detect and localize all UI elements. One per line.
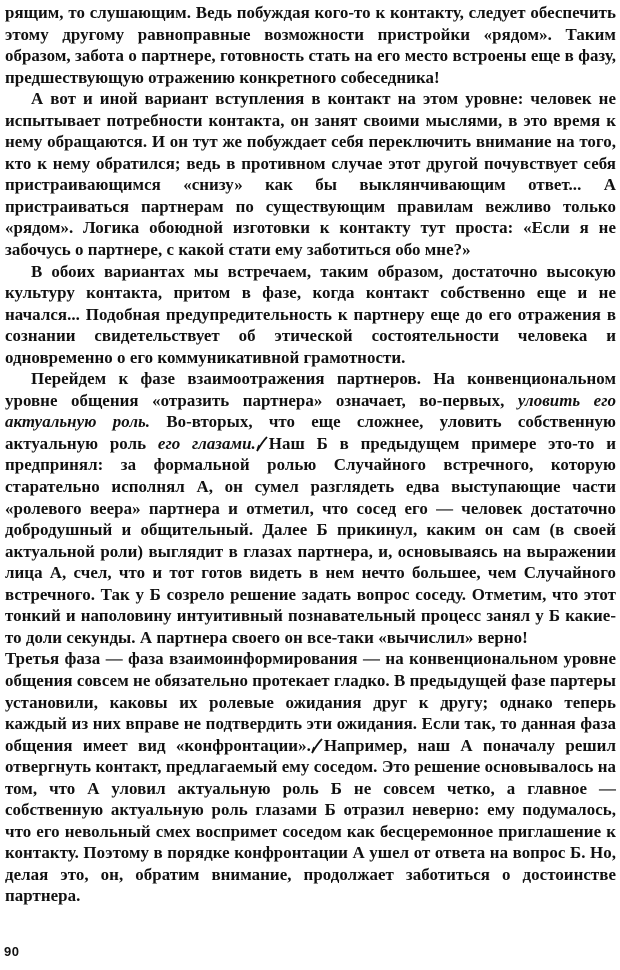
paragraph-5-part-a: Третья фаза — фаза взаимоинформирования — на конвенциональном уровне общения совсем не обязательно протекает гладко. В предыдущей фазе партеры установили, каковы их ролевые ожидания друг к другу; однако теперь каждый из них вправе не подтвердить эти ожидания. Если так, то данная фаза общения имеет вид «конфронтации». xyxy=(5,649,616,755)
paragraph-4 xyxy=(5,368,616,648)
paragraph-2: А вот и иной вариант вступления в контакт на этом уровне: человек не испытывает потребности контакта, он занят своими мыслями, в это время к нему обращаются. И он тут же побуждает себя переключить внимание на того, кто к нему обратился; ведь в противном случае этот другой почувствует себя пристраивающимся «снизу» как бы выклянчивающим ответ... А пристраиваться партнерам по существующим правилам вежливо только «рядом». Логика обоюдной изготовки к контакту тут проста: «Если я не забочусь о партнере, с какой стати ему заботиться обо мне?» xyxy=(5,89,616,260)
handwritten-pen-mark-icon xyxy=(311,738,323,754)
paragraph-4-part-c: Наш Б в предыдущем примере это-то и предпринял: за формальной ролью Случайного встречного, которую старательно исполнял А, он сумел разглядеть едва выступающие части «ролевого веера» партнера и отметил, что сосед его — человек достаточно добродушный и общительный. Далее Б прикинул, каким он сам (в своей актуальной роли) выглядит в глазах партнера, и, основываясь на выражении лица А, счел, что и тот готов видеть в нем нечто большее, чем Случайного встречного. Так у Б созрело решение задать вопрос соседу. Отметим, что этот тонкий и наполовину интуитивный познавательный процесс занял у Б какие-то доли секунды. А партнера своего он все-таки «вычислил» верно! xyxy=(5,433,617,647)
paragraph-3: В обоих вариантах мы встречаем, таким образом, достаточно высокую культуру контакта, притом в фазе, когда контакт собственно еще и не начался... Подобная предупредительность к партнеру еще до его отражения в сознании свидетельствует об этической состоятельности человека и одновременно о его коммуникативной грамотности. xyxy=(5,261,616,367)
paragraph-1: рящим, то слушающим. Ведь побуждая кого-то к контакту, следует обеспечить этому другому равноправные возможности пристройки «рядом». Таким образом, забота о партнере, готовность стать на его место встроены еще в фазу, предшествующую отражению конкретного собеседника! xyxy=(5,3,616,87)
paragraph-4-italic-role: уловить его актуальную роль. xyxy=(5,390,616,432)
paragraph-4-italic-eyes: его глазами. xyxy=(157,433,256,453)
page-number: 90 xyxy=(4,944,20,959)
paragraph-4-part-a: Перейдем к фазе взаимоотражения партнеров. На конвенциональном уровне общения «отразить партнера» означает, во-первых, xyxy=(5,369,616,410)
paragraph-5-part-b: Например, наш А поначалу решил отвергнуть контакт, предлагаемый ему соседом. Это решение основывалось на том, что А уловил актуальную роль Б не совсем четко, а главное — собственную актуальную роль глазами Б отразил неверно: ему подумалось, что его невольный смех воспримет соседом как бесцеремонное приглашение к контакту. Поэтому в порядке конфронтации А ушел от ответа на вопрос Б. Но, делая это, он, обратим внимание, продолжает заботиться о достоинстве партнера. xyxy=(5,735,616,906)
handwritten-pen-mark-icon xyxy=(256,436,268,452)
book-page-text xyxy=(5,2,616,907)
paragraph-5 xyxy=(5,648,616,907)
paragraph-4-part-b: Во-вторых, что еще сложнее, уловить собственную актуальную роль xyxy=(5,412,617,453)
